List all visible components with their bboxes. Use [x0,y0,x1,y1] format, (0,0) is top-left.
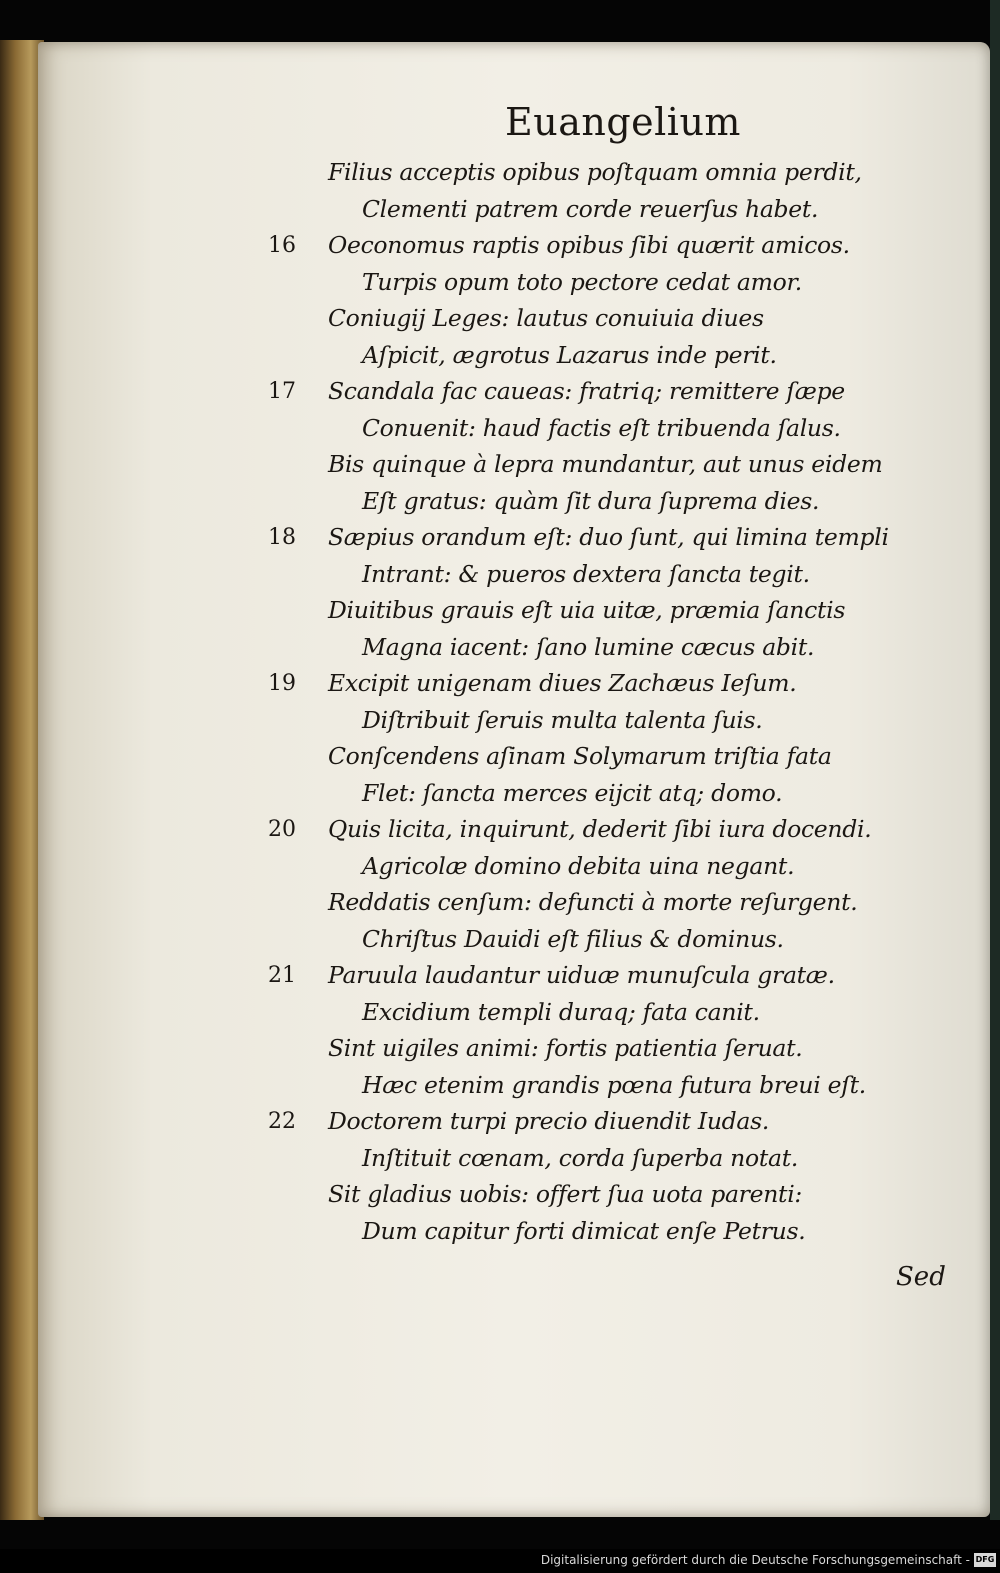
hexameter-line: Diuitibus grauis eſt uia uitæ, præmia ſanctis [328,596,846,624]
dfg-logo: DFG [974,1553,996,1567]
verse-row [0,450,1000,487]
verse-row [0,377,1000,414]
pentameter-line: Hæc etenim grandis pœna futura breui eſt. [362,1070,866,1099]
hexameter-line: Reddatis cenſum: defuncti à morte reſurgent. [328,888,858,916]
verse-row [0,815,1000,852]
hexameter-line: Sint uigiles animi: fortis patientia ſeruat. [328,1034,803,1062]
hexameter-line: Bis quinque à lepra mundantur, aut unus eidem [328,450,883,478]
hexameter-line: Scandala fac caueas: fratriq; remittere ſæpe [328,377,845,405]
verse-row [0,1034,1000,1071]
pentameter-line: Aſpicit, ægrotus Lazarus inde perit. [362,340,777,369]
verse-row [0,852,1000,889]
hexameter-line: Paruula laudantur uiduæ munuſcula gratæ. [328,961,835,989]
verse-row [0,998,1000,1035]
pentameter-line: Eſt gratus: quàm ſit dura ſuprema dies. [362,486,820,515]
verse-row [0,158,1000,195]
pentameter-line: Turpis opum toto pectore cedat amor. [362,267,802,296]
pentameter-line: Excidium templi duraq; fata canit. [362,997,760,1026]
verse-row [0,195,1000,232]
hexameter-line: Conſcendens aſinam Solymarum triſtia fata [328,742,832,770]
hexameter-line: Quis licita, inquirunt, dederit ſibi iura docendi. [328,815,872,843]
verse-row [0,304,1000,341]
chapter-number: 22 [268,1109,296,1134]
pentameter-line: Intrant: & pueros dextera ſancta tegit. [362,559,810,588]
verse-row [0,560,1000,597]
verse-row [0,268,1000,305]
verse-row [0,1217,1000,1254]
running-head: Euangelium [505,100,741,144]
verse-row [0,414,1000,451]
pentameter-line: Dum capitur forti dimicat enſe Petrus. [362,1216,806,1245]
catchword: Sed [896,1262,946,1292]
pentameter-line: Flet: ſancta merces eijcit atq; domo. [362,778,783,807]
chapter-number: 18 [268,525,296,550]
chapter-number: 19 [268,671,296,696]
verse-row [0,925,1000,962]
pentameter-line: Chriſtus Dauidi eſt filius & dominus. [362,924,784,953]
pentameter-line: Diſtribuit ſeruis multa talenta ſuis. [362,705,763,734]
verse-row [0,742,1000,779]
verse-row [0,779,1000,816]
hexameter-line: Doctorem turpi precio diuendit Iudas. [328,1107,770,1135]
verse-row [0,1107,1000,1144]
verse-row [0,888,1000,925]
verse-row [0,1144,1000,1181]
verse-row [0,596,1000,633]
verse-row [0,669,1000,706]
chapter-number: 20 [268,817,296,842]
chapter-number: 16 [268,233,296,258]
pentameter-line: Inſtituit cœnam, corda ſuperba notat. [362,1143,799,1172]
funding-credit: Digitalisierung gefördert durch die Deutsche Forschungsgemeinschaft - [540,1553,970,1567]
verse-row [0,1071,1000,1108]
verse-row [0,706,1000,743]
hexameter-line: Coniugij Leges: lautus conuiuia diues [328,304,764,332]
pentameter-line: Magna iacent: ſano lumine cæcus abit. [362,632,815,661]
verse-block [0,158,1000,1253]
pentameter-line: Conuenit: haud factis eſt tribuenda ſalus. [362,413,841,442]
verse-row [0,1180,1000,1217]
chapter-number: 21 [268,963,296,988]
footer-bar [0,1549,1000,1573]
pentameter-line: Agricolæ domino debita uina negant. [362,851,795,880]
verse-row [0,487,1000,524]
hexameter-line: Sit gladius uobis: offert ſua uota parenti: [328,1180,803,1208]
verse-row [0,633,1000,670]
hexameter-line: Sæpius orandum eſt: duo ſunt, qui limina templi [328,523,889,551]
verse-row [0,231,1000,268]
verse-row [0,341,1000,378]
hexameter-line: Oeconomus raptis opibus ſibi quærit amicos. [328,231,850,259]
verse-row [0,961,1000,998]
pentameter-line: Clementi patrem corde reuerſus habet. [362,194,819,223]
hexameter-line: Filius acceptis opibus poſtquam omnia perdit, [328,158,862,186]
chapter-number: 17 [268,379,296,404]
verse-row [0,523,1000,560]
hexameter-line: Excipit unigenam diues Zachæus Ieſum. [328,669,797,697]
